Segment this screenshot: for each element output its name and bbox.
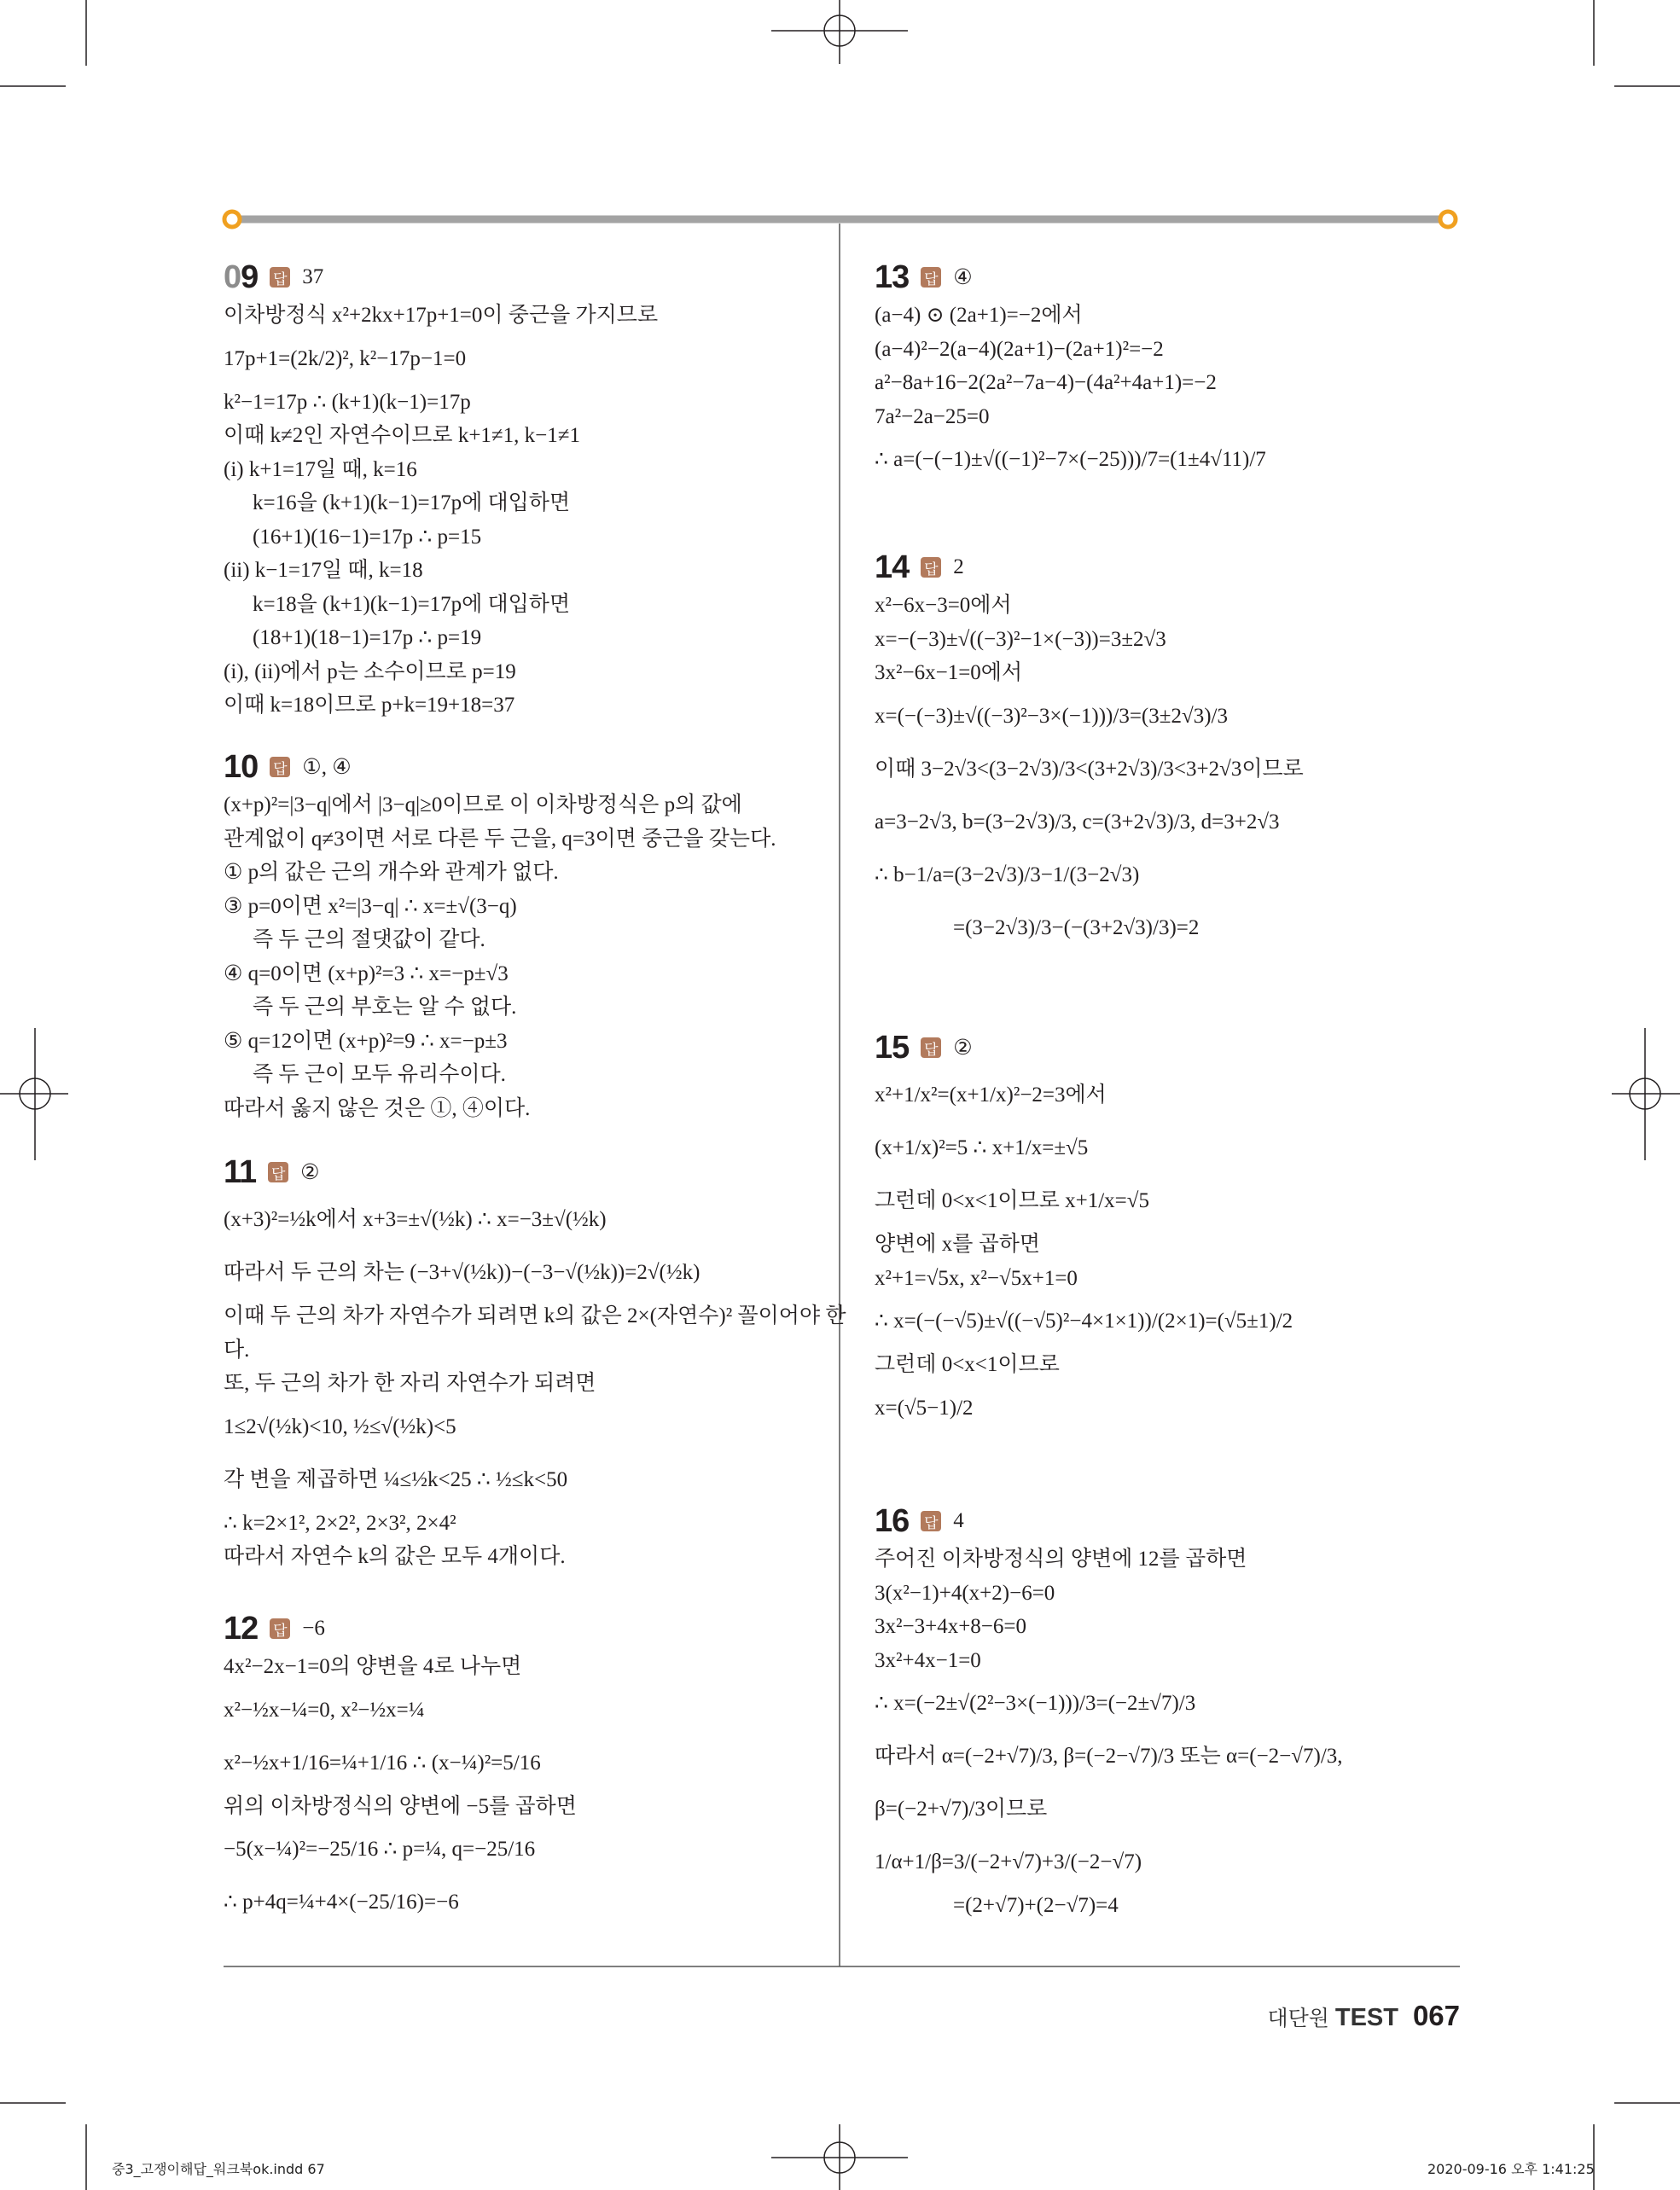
solution-line: =(2+√7)+(2−√7)=4 xyxy=(953,1894,1119,1917)
answer-value: ② xyxy=(300,1161,320,1184)
solution-line: x²+1=√5x, x²−√5x+1=0 xyxy=(875,1266,1078,1290)
problem-header xyxy=(875,1500,1472,1542)
solution-line: x=−(−3)±√((−3)²−1×(−3))=3±2√3 xyxy=(875,627,1166,651)
solution-line: k=18을 (k+1)(k−1)=17p에 대입하면 xyxy=(253,592,571,616)
problem-10 xyxy=(224,746,821,1125)
solution-line: 즉 두 근의 부호는 알 수 없다. xyxy=(253,996,517,1019)
problem-14 xyxy=(875,546,1472,955)
solution-line: (x+1/x)²=5 ∴ x+1/x=±√5 xyxy=(875,1136,1089,1159)
header-bar-right-dot xyxy=(1440,212,1456,227)
solution-line: x²−6x−3=0에서 xyxy=(875,594,1012,617)
solution-line: =(3−2√3)/3−(−(3+2√3)/3)=2 xyxy=(953,915,1200,939)
solution-line: 3x²−6x−1=0에서 xyxy=(875,661,1023,684)
answer-value: ④ xyxy=(953,266,973,289)
test-label: TEST xyxy=(1334,2004,1398,2031)
solution-line: 1≤2√(½k)<10, ½≤√(½k)<5 xyxy=(224,1414,456,1438)
unit-label: 대단원 xyxy=(1267,2007,1329,2030)
solution-line: 따라서 α=(−2+√7)/3, β=(−2−√7)/3 또는 α=(−2−√7)/3, xyxy=(875,1745,1343,1768)
solution-line: ∴ a=(−(−1)±√((−1)²−7×(−25)))/7=(1±4√11)/7 xyxy=(875,448,1266,471)
answer-value: 37 xyxy=(302,265,324,288)
answer-value: 4 xyxy=(953,1509,964,1532)
problem-09 xyxy=(224,256,821,723)
solution-line: 따라서 자연수 k의 값은 모두 4개이다. xyxy=(224,1545,566,1568)
problem-number: 09 xyxy=(224,259,259,295)
solution-line: a=3−2√3, b=(3−2√3)/3, c=(3+2√3)/3, d=3+2√3 xyxy=(875,810,1280,834)
solution-line: 3x²+4x−1=0 xyxy=(875,1648,981,1672)
solution-line: (x+3)²=½k에서 x+3=±√(½k) ∴ x=−3±√(½k) xyxy=(224,1208,607,1231)
solution-line: 그런데 0<x<1이므로 xyxy=(875,1353,1060,1376)
page-number: 067 xyxy=(1412,2000,1460,2031)
solution-line: x²−½x+1/16=¼+1/16 ∴ (x−¼)²=5/16 xyxy=(224,1751,541,1775)
solution-line: 다. xyxy=(224,1338,250,1362)
solution-line: 7a²−2a−25=0 xyxy=(875,404,990,428)
solution-line: a²−8a+16−2(2a²−7a−4)−(4a²+4a+1)=−2 xyxy=(875,371,1217,394)
solution-line: 3x²−3+4x+8−6=0 xyxy=(875,1615,1026,1638)
answer-badge-icon: 답 xyxy=(270,267,290,288)
problem-11 xyxy=(224,1151,846,1574)
answer-badge-icon: 답 xyxy=(921,1511,941,1531)
solution-line: ① p의 값은 근의 개수와 관계가 없다. xyxy=(224,861,559,884)
slug-filename: 중3_고쟁이해답_워크북ok.indd 67 xyxy=(112,2161,325,2177)
solution-line: (i) k+1=17일 때, k=16 xyxy=(224,457,417,481)
problem-16 xyxy=(875,1500,1472,1923)
problem-header xyxy=(224,1151,821,1194)
problem-13 xyxy=(875,256,1472,486)
problem-number: 16 xyxy=(875,1502,910,1539)
solution-line: 3(x²−1)+4(x+2)−6=0 xyxy=(875,1581,1055,1605)
solution-line: x=(√5−1)/2 xyxy=(875,1396,974,1420)
solution-line: (a−4) ⊙ (2a+1)=−2에서 xyxy=(875,304,1083,327)
solution-line: 관계없이 q≠3이면 서로 다른 두 근을, q=3이면 중근을 갖는다. xyxy=(224,827,776,851)
solution-line: (ii) k−1=17일 때, k=18 xyxy=(224,559,423,582)
problem-number: 14 xyxy=(875,549,910,585)
solution-line: (x+p)²=|3−q|에서 |3−q|≥0이므로 이 이차방정식은 p의 값에 xyxy=(224,793,742,816)
solution-line: ∴ x=(−2±√(2²−3×(−1)))/3=(−2±√7)/3 xyxy=(875,1692,1196,1715)
answer-value: −6 xyxy=(302,1617,325,1640)
solution-line: −5(x−¼)²=−25/16 ∴ p=¼, q=−25/16 xyxy=(224,1838,536,1861)
solution-line: 즉 두 근이 모두 유리수이다. xyxy=(253,1063,506,1086)
problem-header xyxy=(224,256,821,299)
solution-line: 주어진 이차방정식의 양변에 12를 곱하면 xyxy=(875,1548,1247,1571)
solution-line: 즉 두 근의 절댓값이 같다. xyxy=(253,928,485,951)
answer-badge-icon: 답 xyxy=(268,1162,288,1182)
problem-number: 11 xyxy=(224,1153,257,1190)
problem-15 xyxy=(875,1026,1472,1435)
solution-line: x²+1/x²=(x+1/x)²−2=3에서 xyxy=(875,1083,1107,1107)
answer-badge-icon: 답 xyxy=(921,557,941,578)
problem-number: 12 xyxy=(224,1610,259,1647)
answer-badge-icon: 답 xyxy=(270,1618,290,1639)
solution-line: (16+1)(16−1)=17p ∴ p=15 xyxy=(253,525,482,549)
solution-line: 이때 k=18이므로 p+k=19+18=37 xyxy=(224,694,515,717)
solution-line: 양변에 x를 곱하면 xyxy=(875,1233,1041,1256)
page-footer xyxy=(1267,2000,1460,2032)
header-bar-left-dot xyxy=(224,212,240,227)
solution-line: ∴ x=(−(−√5)±√((−√5)²−4×1×1))/(2×1)=(√5±1)/2 xyxy=(875,1310,1293,1333)
solution-line: ∴ k=2×1², 2×2², 2×3², 2×4² xyxy=(224,1511,456,1535)
answer-badge-icon: 답 xyxy=(921,1037,941,1058)
solution-line: k²−1=17p ∴ (k+1)(k−1)=17p xyxy=(224,390,471,414)
slug-timestamp: 2020-09-16 오후 1:41:25 xyxy=(1427,2161,1595,2177)
solution-line: 이차방정식 x²+2kx+17p+1=0이 중근을 가지므로 xyxy=(224,304,659,327)
solution-line: 이때 3−2√3<(3−2√3)/3<(3+2√3)/3<3+2√3이므로 xyxy=(875,757,1304,781)
answer-badge-icon: 답 xyxy=(270,757,290,777)
answer-value: ② xyxy=(953,1037,973,1060)
solution-line: (a−4)²−2(a−4)(2a+1)−(2a+1)²=−2 xyxy=(875,337,1164,361)
solution-line: ∴ p+4q=¼+4×(−25/16)=−6 xyxy=(224,1891,459,1914)
solution-line: (18+1)(18−1)=17p ∴ p=19 xyxy=(253,626,482,649)
answer-value: ①, ④ xyxy=(302,756,352,779)
solution-line: 각 변을 제곱하면 ¼≤½k<25 ∴ ½≤k<50 xyxy=(224,1467,568,1491)
problem-header xyxy=(875,256,1472,299)
problem-header xyxy=(875,546,1472,589)
solution-line: 17p+1=(2k/2)², k²−17p−1=0 xyxy=(224,346,467,370)
solution-line: 따라서 두 근의 차는 (−3+√(½k))−(−3−√(½k))=2√(½k) xyxy=(224,1261,700,1284)
problem-number: 13 xyxy=(875,259,910,295)
solution-line: (i), (ii)에서 p는 소수이므로 p=19 xyxy=(224,659,516,683)
problem-header xyxy=(875,1026,1472,1069)
solution-line: β=(−2+√7)/3이므로 xyxy=(875,1798,1048,1821)
solution-line: 4x²−2x−1=0의 양변을 4로 나누면 xyxy=(224,1655,522,1678)
solution-line: ④ q=0이면 (x+p)²=3 ∴ x=−p±√3 xyxy=(224,961,509,985)
solution-line: 1/α+1/β=3/(−2+√7)+3/(−2−√7) xyxy=(875,1850,1142,1873)
problem-12 xyxy=(224,1607,821,1929)
solution-line: ⑤ q=12이면 (x+p)²=9 ∴ x=−p±3 xyxy=(224,1029,508,1053)
problem-number: 15 xyxy=(875,1029,910,1066)
solution-line: ③ p=0이면 x²=|3−q| ∴ x=±√(3−q) xyxy=(224,894,517,918)
problem-header xyxy=(224,746,821,788)
solution-line: x=(−(−3)±√((−3)²−3×(−1)))/3=(3±2√3)/3 xyxy=(875,704,1228,728)
solution-line: 또, 두 근의 차가 한 자리 자연수가 되려면 xyxy=(224,1372,596,1395)
problem-header xyxy=(224,1607,821,1650)
solution-line: k=16을 (k+1)(k−1)=17p에 대입하면 xyxy=(253,491,571,514)
answer-badge-icon: 답 xyxy=(921,267,941,288)
solution-line: x²−½x−¼=0, x²−½x=¼ xyxy=(224,1698,425,1722)
problem-number: 10 xyxy=(224,748,259,785)
solution-line: 이때 k≠2인 자연수이므로 k+1≠1, k−1≠1 xyxy=(224,424,580,447)
solution-line: 따라서 옳지 않은 것은 ①, ④이다. xyxy=(224,1096,531,1120)
solution-line: ∴ b−1/a=(3−2√3)/3−1/(3−2√3) xyxy=(875,863,1140,886)
solution-line: 그런데 0<x<1이므로 x+1/x=√5 xyxy=(875,1189,1149,1212)
solution-line: 이때 두 근의 차가 자연수가 되려면 k의 값은 2×(자연수)² 꼴이어야 한 xyxy=(224,1304,846,1327)
answer-value: 2 xyxy=(953,555,964,578)
solution-line: 위의 이차방정식의 양변에 −5를 곱하면 xyxy=(224,1794,577,1818)
